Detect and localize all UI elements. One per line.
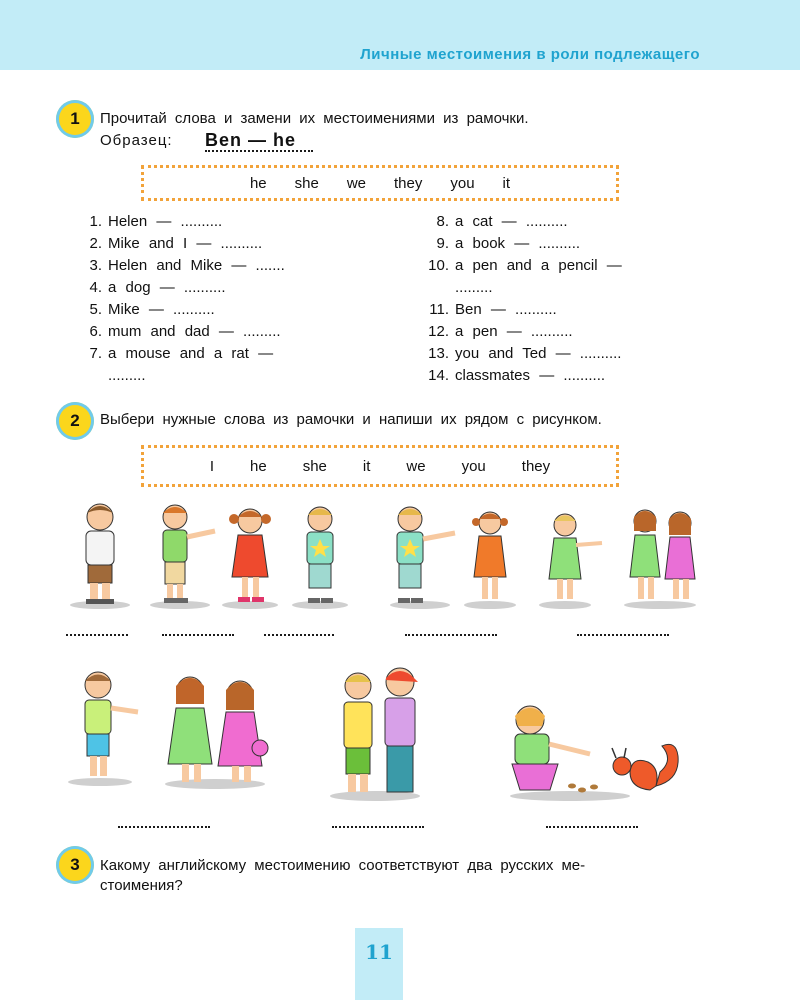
- task-2-word-box: [141, 445, 619, 487]
- boy-blue-shorts-figure: [85, 672, 138, 776]
- item-text: .........: [108, 367, 146, 384]
- sample-label: Образец:: [100, 132, 173, 149]
- word-box-item: you: [461, 457, 486, 475]
- girl-green-dress-figure: [549, 514, 602, 599]
- page-number: 11: [365, 940, 393, 964]
- task-1-list-left: [76, 211, 285, 387]
- item-text: Mike — ..........: [108, 301, 215, 318]
- word-box-item: she: [294, 174, 319, 192]
- item-text: mum and dad — .........: [108, 323, 281, 340]
- item-number: [423, 277, 449, 299]
- item-number: 2.: [89, 235, 102, 252]
- list-item: [76, 233, 285, 255]
- task-1-word-box: [141, 165, 619, 201]
- boy-white-shirt-figure: [86, 504, 114, 604]
- task-1-number: 1: [70, 109, 80, 128]
- page-number-tab: [355, 928, 403, 1000]
- two-girls-figure: [630, 510, 695, 599]
- word-box-item: it: [362, 457, 371, 475]
- item-number: 13.: [428, 345, 449, 362]
- item-text: a dog — ..........: [108, 279, 226, 296]
- page-header-title: Личные местоимения в роли подлежащего: [360, 46, 700, 63]
- item-text: a mouse and a rat —: [108, 345, 274, 362]
- task-1-instruction: Прочитай слова и замени их местоимениями из рамочки.: [100, 110, 529, 127]
- two-boys-figure: [344, 668, 418, 792]
- word-box-item: they: [521, 457, 551, 475]
- sample-underline: [205, 150, 313, 152]
- list-item: [423, 233, 622, 255]
- item-number: 9.: [436, 235, 449, 252]
- answer-line[interactable]: [66, 634, 128, 636]
- item-number: [76, 365, 102, 387]
- item-number: 1.: [89, 213, 102, 230]
- task-2-number: 2: [70, 411, 80, 430]
- girl-orange-dress-figure: [472, 512, 508, 599]
- task-2-badge: [56, 402, 94, 440]
- item-text: Mike and I — ..........: [108, 235, 263, 252]
- word-box-item: she: [302, 457, 327, 475]
- header-band: [0, 0, 800, 70]
- two-girls-walking-figure: [168, 677, 268, 782]
- task-3-badge: [56, 846, 94, 884]
- list-item: [423, 299, 622, 321]
- answer-line[interactable]: [577, 634, 669, 636]
- boy-star-shirt-figure: [307, 507, 333, 603]
- boy-green-shirt-figure: [163, 505, 215, 603]
- illustration-row-2: [60, 660, 700, 805]
- boy-pointing-figure: [397, 507, 455, 603]
- item-text: classmates — ..........: [455, 367, 606, 384]
- item-text: you and Ted — ..........: [455, 345, 622, 362]
- item-number: 6.: [89, 323, 102, 340]
- item-text: a cat — ..........: [455, 213, 568, 230]
- task-3-instruction-line-1: Какому английскому местоимению соответствуют два русских ме-: [100, 857, 586, 874]
- list-item-continuation: [423, 277, 622, 299]
- task-2-instruction: Выбери нужные слова из рамочки и напиши их рядом с рисунком.: [100, 411, 602, 428]
- list-item: [76, 299, 285, 321]
- item-number: 11.: [429, 301, 449, 318]
- item-number: 10.: [428, 257, 449, 274]
- list-item: [76, 277, 285, 299]
- item-number: 12.: [428, 323, 449, 340]
- item-number: 5.: [89, 301, 102, 318]
- girl-red-dress-figure: [229, 509, 271, 602]
- answer-line[interactable]: [405, 634, 497, 636]
- item-text: Helen and Mike — .......: [108, 257, 285, 274]
- list-item: [423, 211, 622, 233]
- list-item: [76, 321, 285, 343]
- task-3-instruction-line-2: стоимения?: [100, 877, 183, 894]
- task-3-number: 3: [70, 855, 80, 874]
- item-text: Ben — ..........: [455, 301, 557, 318]
- word-box-item: he: [250, 457, 267, 475]
- item-text: Helen — ..........: [108, 213, 223, 230]
- girl-crouching-figure: [512, 706, 590, 790]
- item-number: 4.: [89, 279, 102, 296]
- item-number: 3.: [89, 257, 102, 274]
- word-box-item: we: [346, 174, 366, 192]
- item-text: a pen — ..........: [455, 323, 573, 340]
- list-item: [423, 343, 622, 365]
- word-box-item: I: [209, 457, 215, 475]
- task-1-badge: [56, 100, 94, 138]
- item-number: 14.: [428, 367, 449, 384]
- illustration-row-1: [60, 495, 700, 615]
- list-item: [423, 365, 622, 387]
- item-text: a pen and a pencil —: [455, 257, 622, 274]
- item-text: .........: [455, 279, 493, 296]
- list-item: [76, 255, 285, 277]
- word-box-item: he: [249, 174, 267, 192]
- answer-line[interactable]: [118, 826, 210, 828]
- task-1-list-right: [423, 211, 622, 387]
- answer-line[interactable]: [264, 634, 334, 636]
- answer-line[interactable]: [162, 634, 234, 636]
- list-item: [423, 321, 622, 343]
- list-item-continuation: [76, 365, 285, 387]
- item-number: 8.: [436, 213, 449, 230]
- list-item: [76, 211, 285, 233]
- word-box-item: you: [450, 174, 475, 192]
- item-number: 7.: [89, 345, 102, 362]
- list-item: [76, 343, 285, 365]
- answer-line[interactable]: [546, 826, 638, 828]
- answer-line[interactable]: [332, 826, 424, 828]
- item-text: a book — ..........: [455, 235, 581, 252]
- sample-answer: Ben — he: [205, 130, 297, 150]
- word-box-item: we: [406, 457, 426, 475]
- list-item: [423, 255, 622, 277]
- word-box-item: they: [394, 174, 423, 192]
- word-box-item: it: [502, 174, 511, 192]
